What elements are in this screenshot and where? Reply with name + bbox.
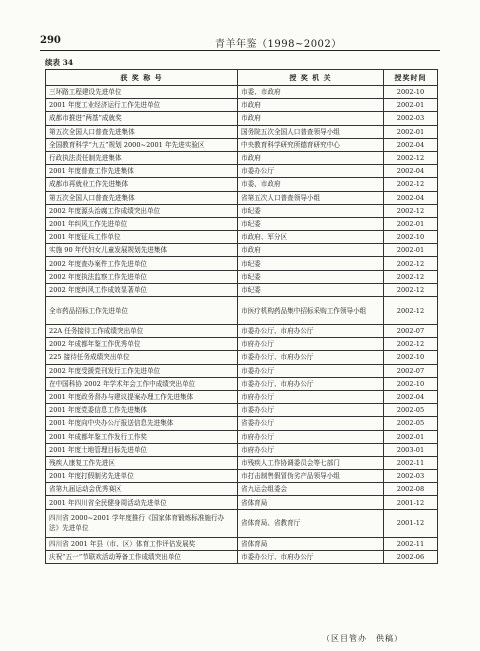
- authority-cell: 市委办公厅、市府办公厅: [238, 351, 384, 364]
- column-header-title: 获 奖 称 号: [46, 70, 238, 86]
- column-header-authority: 授 奖 机 关: [238, 70, 384, 86]
- date-cell: 2002-12: [384, 283, 438, 296]
- date-cell: 2002-04: [384, 165, 438, 178]
- award-title-cell: 四川省 2000~2001 学年度推行《国家体育锻炼标准施行办法》先进单位: [46, 509, 238, 537]
- awards-table: [45, 69, 438, 564]
- table-row: [46, 191, 438, 204]
- authority-cell: 市纪委: [238, 217, 384, 230]
- running-title: 青羊年鉴（1998~2002）: [215, 39, 342, 50]
- authority-cell: 市委办公厅、市府办公厅: [238, 377, 384, 390]
- authority-cell: 市政府: [238, 151, 384, 164]
- table-row: [46, 244, 438, 257]
- award-title-cell: 2001 年纠风工作先进单位: [46, 217, 238, 230]
- award-title-cell: 2001 年度普查工作先进集体: [46, 165, 238, 178]
- authority-cell: 省体育局: [238, 537, 384, 550]
- date-cell: 2002-08: [384, 483, 438, 496]
- table-row: [46, 550, 438, 563]
- authority-cell: 市医疗机构药品集中招标采购工作领导小组: [238, 297, 384, 325]
- date-cell: 2002-05: [384, 404, 438, 417]
- award-title-cell: 实施 90 年代妇女儿童发展规划先进集体: [46, 244, 238, 257]
- table-header-row: [46, 70, 438, 86]
- authority-cell: 市委办公厅、市府办公厅: [238, 325, 384, 338]
- table-row: [46, 364, 438, 377]
- table-row: [46, 217, 438, 230]
- award-title-cell: 2001 年度政务督办与建议提案办理工作先进集体: [46, 390, 238, 403]
- table-row: [46, 112, 438, 125]
- authority-cell: 市政府: [238, 112, 384, 125]
- award-title-cell: 2002 年成都年鉴工作优秀单位: [46, 338, 238, 351]
- authority-cell: 市委办公厅: [238, 364, 384, 377]
- award-title-cell: 2001 年度征兵工作单位: [46, 231, 238, 244]
- date-cell: 2002-04: [384, 191, 438, 204]
- table-row: [46, 257, 438, 270]
- authority-cell: 省体育局: [238, 496, 384, 509]
- header-rule: [40, 50, 440, 51]
- date-cell: 2002-06: [384, 550, 438, 563]
- table-row: [46, 204, 438, 217]
- award-title-cell: 第五次全国人口普查先进集体: [46, 125, 238, 138]
- footer-credit: （区目管办 供稿）: [322, 634, 403, 643]
- table-row: [46, 351, 438, 364]
- table-row: [46, 377, 438, 390]
- award-title-cell: 全国教育科学“九五”规划 2000~2001 年先进实验区: [46, 138, 238, 151]
- date-cell: 2002-12: [384, 151, 438, 164]
- table-row: [46, 86, 438, 99]
- award-title-cell: 全市药品招标工作先进单位: [46, 297, 238, 325]
- date-cell: 2002-03: [384, 470, 438, 483]
- page-number: 290: [40, 35, 61, 46]
- authority-cell: 市纪委: [238, 204, 384, 217]
- award-title-cell: 四川省 2001 年县（市、区）体育工作评估发展奖: [46, 537, 238, 550]
- authority-cell: 市政府: [238, 244, 384, 257]
- authority-cell: 市委办公厅、市府办公厅: [238, 550, 384, 563]
- award-title-cell: 2001 年成都年鉴工作发行工作奖: [46, 430, 238, 443]
- authority-cell: 市府办公厅: [238, 430, 384, 443]
- authority-cell: 省九运会组委会: [238, 483, 384, 496]
- table-row: [46, 297, 438, 325]
- award-title-cell: 省第九届运动会优秀赛区: [46, 483, 238, 496]
- authority-cell: 市委、市政府: [238, 86, 384, 99]
- table-row: [46, 537, 438, 550]
- authority-cell: 市委、市政府: [238, 178, 384, 191]
- date-cell: 2003-01: [384, 443, 438, 456]
- table-row: [46, 496, 438, 509]
- table-row: [46, 470, 438, 483]
- award-title-cell: 成都市推进“两基”成就奖: [46, 112, 238, 125]
- table-row: [46, 151, 438, 164]
- date-cell: 2002-05: [384, 417, 438, 430]
- table-row: [46, 430, 438, 443]
- date-cell: 2002-01: [384, 125, 438, 138]
- award-title-cell: 2002 年度执法监察工作先进单位: [46, 270, 238, 283]
- authority-cell: 市政府、军分区: [238, 231, 384, 244]
- authority-cell: 市府办公厅: [238, 390, 384, 403]
- date-cell: 2002-03: [384, 112, 438, 125]
- table-row: [46, 456, 438, 469]
- table-row: [46, 165, 438, 178]
- date-cell: 2002-01: [384, 217, 438, 230]
- date-cell: 2002-10: [384, 231, 438, 244]
- page-header: [40, 35, 440, 49]
- award-title-cell: 成都市再就业工作先进集体: [46, 178, 238, 191]
- table-row: [46, 338, 438, 351]
- date-cell: 2002-10: [384, 86, 438, 99]
- authority-cell: 市纪委: [238, 283, 384, 296]
- date-cell: 2002-01: [384, 99, 438, 112]
- date-cell: 2002-12: [384, 338, 438, 351]
- award-title-cell: 2002 年度查办案件工作先进单位: [46, 257, 238, 270]
- authority-cell: 省委办公厅: [238, 417, 384, 430]
- date-cell: 2001-12: [384, 509, 438, 537]
- authority-cell: 市纪委: [238, 257, 384, 270]
- date-cell: 2002-07: [384, 325, 438, 338]
- date-cell: 2002-07: [384, 364, 438, 377]
- award-title-cell: 2001 年度党委信息工作先进集体: [46, 404, 238, 417]
- award-title-cell: 残疾人康复工作先进区: [46, 456, 238, 469]
- award-title-cell: 三环路工程建设先进单位: [46, 86, 238, 99]
- table-row: [46, 178, 438, 191]
- date-cell: 2002-04: [384, 390, 438, 403]
- date-cell: 2002-01: [384, 244, 438, 257]
- table-row: [46, 270, 438, 283]
- date-cell: 2002-12: [384, 297, 438, 325]
- authority-cell: 市政府: [238, 99, 384, 112]
- award-title-cell: 2001 年度工业经济运行工作先进单位: [46, 99, 238, 112]
- authority-cell: 省体育局、省教育厅: [238, 509, 384, 537]
- award-title-cell: 2002 年度纠风工作成效显著单位: [46, 283, 238, 296]
- date-cell: 2002-12: [384, 178, 438, 191]
- award-title-cell: 行政执法责任制先进集体: [46, 151, 238, 164]
- date-cell: 2002-01: [384, 430, 438, 443]
- date-cell: 2002-10: [384, 351, 438, 364]
- award-title-cell: 庆祝“五一”节联欢活动筹备工作成绩突出单位: [46, 550, 238, 563]
- date-cell: 2002-12: [384, 270, 438, 283]
- authority-cell: 市府办公厅: [238, 443, 384, 456]
- column-header-date: 授奖时间: [384, 70, 438, 86]
- date-cell: 2002-11: [384, 537, 438, 550]
- table-row: [46, 483, 438, 496]
- table-row: [46, 417, 438, 430]
- authority-cell: 省第五次人口普查领导小组: [238, 191, 384, 204]
- award-title-cell: 225 接待任务成绩突出单位: [46, 351, 238, 364]
- date-cell: 2002-10: [384, 377, 438, 390]
- award-title-cell: 2002 年度受援党刊发行工作先进单位: [46, 364, 238, 377]
- date-cell: 2002-12: [384, 204, 438, 217]
- authority-cell: 市委办公厅: [238, 165, 384, 178]
- date-cell: 2001-12: [384, 496, 438, 509]
- table-row: [46, 138, 438, 151]
- award-title-cell: 在中国科协 2002 年学术年会工作中成绩突出单位: [46, 377, 238, 390]
- authority-cell: 市残疾人工作协调委员会等七部门: [238, 456, 384, 469]
- table-row: [46, 443, 438, 456]
- award-title-cell: 22A 任务接待工作成绩突出单位: [46, 325, 238, 338]
- authority-cell: 市府办公厅: [238, 338, 384, 351]
- table-row: [46, 283, 438, 296]
- authority-cell: 国务院五次全国人口普查领导小组: [238, 125, 384, 138]
- table-row: [46, 390, 438, 403]
- table-row: [46, 125, 438, 138]
- award-title-cell: 2001 年度打假制劣先进单位: [46, 470, 238, 483]
- award-title-cell: 第五次全国人口普查先进集体: [46, 191, 238, 204]
- authority-cell: 市打击制售假冒伪劣产品领导小组: [238, 470, 384, 483]
- table-row: [46, 99, 438, 112]
- table-row: [46, 509, 438, 537]
- table-caption: 续表 34: [45, 58, 74, 67]
- award-title-cell: 2001 年四川省全民健身周活动先进单位: [46, 496, 238, 509]
- authority-cell: 市纪委: [238, 270, 384, 283]
- authority-cell: 中央教育科学研究所德育研究中心: [238, 138, 384, 151]
- authority-cell: 市委办公厅: [238, 404, 384, 417]
- date-cell: 2002-04: [384, 138, 438, 151]
- award-title-cell: 2002 年度源头治腐工作成绩突出单位: [46, 204, 238, 217]
- table-row: [46, 325, 438, 338]
- date-cell: 2002-11: [384, 456, 438, 469]
- award-title-cell: 2001 年度向中央办公厅报送信息先进集体: [46, 417, 238, 430]
- table-row: [46, 231, 438, 244]
- table-row: [46, 404, 438, 417]
- date-cell: 2002-12: [384, 257, 438, 270]
- award-title-cell: 2001 年度土地管理目标先进单位: [46, 443, 238, 456]
